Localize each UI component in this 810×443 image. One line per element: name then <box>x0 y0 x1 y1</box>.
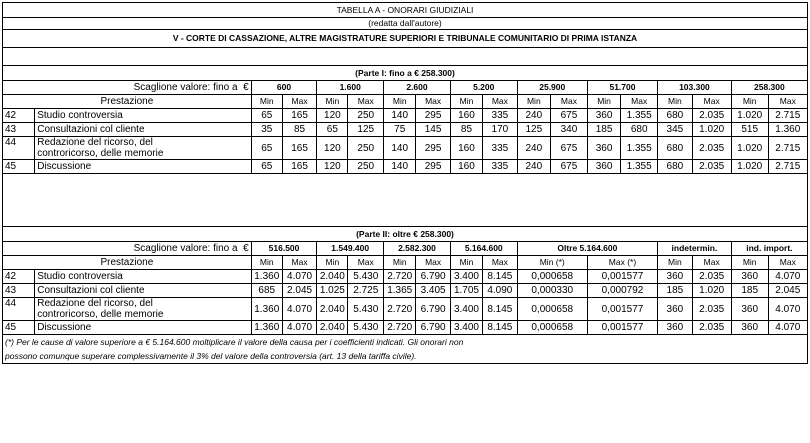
fee-value-cell: 1.355 <box>621 137 658 160</box>
fee-value-cell: 3.400 <box>450 298 482 321</box>
row-number: 45 <box>3 321 35 335</box>
fee-value-cell: 1.020 <box>731 137 768 160</box>
part2-bracket-header: 516.500 <box>251 242 317 256</box>
fee-value-cell: 1.020 <box>692 123 731 137</box>
fee-value-cell: 85 <box>282 123 317 137</box>
fee-value-cell: 295 <box>416 160 451 174</box>
fee-value-cell: 360 <box>587 160 620 174</box>
fee-value-cell: 240 <box>517 137 550 160</box>
fee-value-cell: 8.145 <box>483 321 518 335</box>
fee-value-cell: 360 <box>731 321 768 335</box>
fee-value-cell: 4.070 <box>282 298 317 321</box>
fee-value-cell: 85 <box>450 123 482 137</box>
min-max-header: Max <box>282 256 317 270</box>
table-subtitle: (redatta dall'autore) <box>3 18 808 30</box>
fee-value-cell: 65 <box>251 160 282 174</box>
min-max-header: Max <box>621 95 658 109</box>
fee-value-cell: 2.035 <box>692 298 731 321</box>
part2-bracket-header: 5.164.600 <box>450 242 517 256</box>
fee-value-cell: 335 <box>483 109 518 123</box>
fee-value-cell: 2.035 <box>692 109 731 123</box>
fee-value-cell: 1.020 <box>692 284 731 298</box>
min-max-header: Max <box>348 256 384 270</box>
min-max-header: Min <box>658 95 693 109</box>
fee-value-cell: 5.430 <box>348 270 384 284</box>
fee-value-cell: 335 <box>483 160 518 174</box>
fee-value-cell: 1.360 <box>251 321 282 335</box>
prestazione-label: Studio controversia <box>35 109 251 123</box>
fee-value-cell: 140 <box>384 137 416 160</box>
fee-value-cell: 4.090 <box>483 284 518 298</box>
fee-value-cell: 160 <box>450 109 482 123</box>
fee-value-cell: 250 <box>348 137 384 160</box>
fee-value-cell: 680 <box>658 137 693 160</box>
part1-scaglione-label: Scaglione valore: fino a € <box>3 81 252 95</box>
min-max-header: Min <box>384 95 416 109</box>
fee-value-cell: 680 <box>658 160 693 174</box>
fee-value-cell: 2.045 <box>282 284 317 298</box>
fee-value-cell: 0,001577 <box>587 298 657 321</box>
fee-value-cell: 5.430 <box>348 321 384 335</box>
min-max-header: Min <box>251 95 282 109</box>
part2-bracket-header: Oltre 5.164.600 <box>517 242 657 256</box>
fee-value-cell: 185 <box>658 284 693 298</box>
fee-value-cell: 8.145 <box>483 270 518 284</box>
min-max-header: Max <box>483 95 518 109</box>
fee-value-cell: 0,000658 <box>517 270 587 284</box>
fee-value-cell: 75 <box>384 123 416 137</box>
fee-value-cell: 125 <box>348 123 384 137</box>
fee-value-cell: 5.430 <box>348 298 384 321</box>
row-number: 45 <box>3 160 35 174</box>
fee-value-cell: 2.035 <box>692 160 731 174</box>
row-number: 43 <box>3 284 35 298</box>
fee-value-cell: 140 <box>384 160 416 174</box>
fee-value-cell: 0,000658 <box>517 321 587 335</box>
fee-value-cell: 1.360 <box>251 298 282 321</box>
part1-bracket-header: 258.300 <box>731 81 807 95</box>
part2-title: (Parte II: oltre € 258.300) <box>3 227 808 242</box>
min-max-header: Max <box>483 256 518 270</box>
min-max-header: Min <box>450 95 482 109</box>
min-max-header: Min <box>317 95 348 109</box>
min-max-header: Max <box>551 95 588 109</box>
fee-value-cell: 165 <box>282 109 317 123</box>
fee-value-cell: 335 <box>483 137 518 160</box>
fee-value-cell: 295 <box>416 137 451 160</box>
fee-value-cell: 360 <box>658 298 693 321</box>
fee-value-cell: 360 <box>587 109 620 123</box>
fee-value-cell: 2.040 <box>317 321 348 335</box>
min-max-header: Max <box>282 95 317 109</box>
min-max-header: Min <box>384 256 416 270</box>
part1-bracket-header: 103.300 <box>658 81 732 95</box>
fee-value-cell: 4.070 <box>282 270 317 284</box>
min-max-header: Min <box>731 256 768 270</box>
tariff-table <box>2 2 808 364</box>
fee-value-cell: 2.720 <box>384 298 416 321</box>
fee-value-cell: 2.725 <box>348 284 384 298</box>
fee-value-cell: 360 <box>658 321 693 335</box>
fee-value-cell: 125 <box>517 123 550 137</box>
fee-value-cell: 185 <box>587 123 620 137</box>
part1-title: (Parte I: fino a € 258.300) <box>3 66 808 81</box>
fee-value-cell: 4.070 <box>768 298 807 321</box>
fee-value-cell: 1.360 <box>768 123 807 137</box>
fee-value-cell: 680 <box>621 123 658 137</box>
fee-value-cell: 675 <box>551 160 588 174</box>
fee-value-cell: 2.035 <box>692 270 731 284</box>
fee-value-cell: 685 <box>251 284 282 298</box>
fee-value-cell: 4.070 <box>282 321 317 335</box>
min-max-header: Min <box>251 256 282 270</box>
row-number: 43 <box>3 123 35 137</box>
fee-value-cell: 120 <box>317 109 348 123</box>
fee-value-cell: 2.715 <box>768 109 807 123</box>
part1-bracket-header: 25.900 <box>517 81 587 95</box>
min-max-header: Min <box>450 256 482 270</box>
fee-value-cell: 1.020 <box>731 160 768 174</box>
prestazione-label: Discussione <box>35 321 251 335</box>
row-number: 42 <box>3 270 35 284</box>
fee-value-cell: 2.035 <box>692 321 731 335</box>
min-max-header: Max <box>768 95 807 109</box>
part2-bracket-header: ind. import. <box>731 242 807 256</box>
section-heading: V - CORTE DI CASSAZIONE, ALTRE MAGISTRATURE SUPERIORI E TRIBUNALE COMUNITARIO DI PRIMA ISTANZA <box>3 30 808 48</box>
fee-value-cell: 240 <box>517 160 550 174</box>
min-max-header: Max <box>692 95 731 109</box>
min-max-header: Max (*) <box>587 256 657 270</box>
fee-value-cell: 1.365 <box>384 284 416 298</box>
part2-scaglione-label: Scaglione valore: fino a € <box>3 242 252 256</box>
fee-value-cell: 1.025 <box>317 284 348 298</box>
fee-value-cell: 6.790 <box>416 298 451 321</box>
fee-value-cell: 3.400 <box>450 270 482 284</box>
fee-value-cell: 295 <box>416 109 451 123</box>
fee-value-cell: 1.020 <box>731 109 768 123</box>
prestazione-label: Redazione del ricorso, del controricorso, delle memorie <box>35 298 251 321</box>
fee-value-cell: 250 <box>348 109 384 123</box>
fee-value-cell: 165 <box>282 137 317 160</box>
min-max-header: Min <box>517 95 550 109</box>
spacer-row <box>3 174 808 227</box>
fee-value-cell: 0,001577 <box>587 321 657 335</box>
footnote-line-1: (*) Per le cause di valore superiore a € 5.164.600 moltiplicare il valore della causa per i coefficienti indicati. Gli onorari non <box>3 335 808 350</box>
part1-bracket-header: 51.700 <box>587 81 657 95</box>
part1-prestazione-header: Prestazione <box>3 95 252 109</box>
min-max-header: Max <box>416 95 451 109</box>
fee-value-cell: 120 <box>317 137 348 160</box>
part2-bracket-header: 2.582.300 <box>384 242 451 256</box>
min-max-header: Min <box>658 256 693 270</box>
fee-value-cell: 2.035 <box>692 137 731 160</box>
min-max-header: Max <box>416 256 451 270</box>
min-max-header: Max <box>692 256 731 270</box>
part2-bracket-header: indetermin. <box>658 242 732 256</box>
fee-value-cell: 0,001577 <box>587 270 657 284</box>
fee-value-cell: 340 <box>551 123 588 137</box>
part1-bracket-header: 600 <box>251 81 317 95</box>
fee-value-cell: 65 <box>317 123 348 137</box>
fee-value-cell: 3.400 <box>450 321 482 335</box>
fee-value-cell: 2.715 <box>768 137 807 160</box>
fee-value-cell: 2.040 <box>317 270 348 284</box>
fee-value-cell: 345 <box>658 123 693 137</box>
prestazione-label: Discussione <box>35 160 251 174</box>
fee-value-cell: 8.145 <box>483 298 518 321</box>
prestazione-label: Redazione del ricorso, del controricorso, delle memorie <box>35 137 251 160</box>
fee-value-cell: 2.720 <box>384 270 416 284</box>
fee-value-cell: 3.405 <box>416 284 451 298</box>
min-max-header: Max <box>768 256 807 270</box>
prestazione-label: Studio controversia <box>35 270 251 284</box>
spacer-row <box>3 48 808 66</box>
fee-value-cell: 250 <box>348 160 384 174</box>
part1-bracket-header: 2.600 <box>384 81 451 95</box>
footnote-line-2: possono comunque superare complessivamente il 3% del valore della controversia (art. 13 della tariffa civile). <box>3 349 808 364</box>
fee-value-cell: 160 <box>450 160 482 174</box>
part1-bracket-header: 5.200 <box>450 81 517 95</box>
fee-value-cell: 4.070 <box>768 270 807 284</box>
fee-value-cell: 360 <box>658 270 693 284</box>
fee-value-cell: 240 <box>517 109 550 123</box>
fee-value-cell: 65 <box>251 109 282 123</box>
prestazione-label: Consultazioni col cliente <box>35 284 251 298</box>
fee-value-cell: 1.360 <box>251 270 282 284</box>
fee-value-cell: 140 <box>384 109 416 123</box>
fee-value-cell: 515 <box>731 123 768 137</box>
fee-value-cell: 65 <box>251 137 282 160</box>
prestazione-label: Consultazioni col cliente <box>35 123 251 137</box>
fee-value-cell: 2.045 <box>768 284 807 298</box>
fee-value-cell: 2.715 <box>768 160 807 174</box>
fee-value-cell: 1.355 <box>621 160 658 174</box>
fee-value-cell: 4.070 <box>768 321 807 335</box>
fee-value-cell: 0,000792 <box>587 284 657 298</box>
fee-value-cell: 145 <box>416 123 451 137</box>
fee-value-cell: 6.790 <box>416 270 451 284</box>
fee-value-cell: 0,000658 <box>517 298 587 321</box>
fee-value-cell: 2.720 <box>384 321 416 335</box>
fee-value-cell: 165 <box>282 160 317 174</box>
fee-value-cell: 160 <box>450 137 482 160</box>
fee-value-cell: 120 <box>317 160 348 174</box>
fee-value-cell: 185 <box>731 284 768 298</box>
part2-prestazione-header: Prestazione <box>3 256 252 270</box>
fee-value-cell: 1.355 <box>621 109 658 123</box>
fee-value-cell: 360 <box>731 270 768 284</box>
fee-value-cell: 35 <box>251 123 282 137</box>
row-number: 44 <box>3 137 35 160</box>
fee-value-cell: 680 <box>658 109 693 123</box>
min-max-header: Min <box>317 256 348 270</box>
fee-value-cell: 675 <box>551 137 588 160</box>
table-title: TABELLA A - ONORARI GIUDIZIALI <box>3 3 808 18</box>
min-max-header: Min <box>731 95 768 109</box>
fee-value-cell: 2.040 <box>317 298 348 321</box>
part1-bracket-header: 1.600 <box>317 81 384 95</box>
fee-value-cell: 360 <box>731 298 768 321</box>
fee-value-cell: 6.790 <box>416 321 451 335</box>
row-number: 42 <box>3 109 35 123</box>
min-max-header: Min <box>587 95 620 109</box>
fee-value-cell: 170 <box>483 123 518 137</box>
part2-bracket-header: 1.549.400 <box>317 242 384 256</box>
min-max-header: Max <box>348 95 384 109</box>
row-number: 44 <box>3 298 35 321</box>
min-max-header: Min (*) <box>517 256 587 270</box>
fee-value-cell: 0,000330 <box>517 284 587 298</box>
fee-value-cell: 1.705 <box>450 284 482 298</box>
fee-value-cell: 675 <box>551 109 588 123</box>
fee-value-cell: 360 <box>587 137 620 160</box>
